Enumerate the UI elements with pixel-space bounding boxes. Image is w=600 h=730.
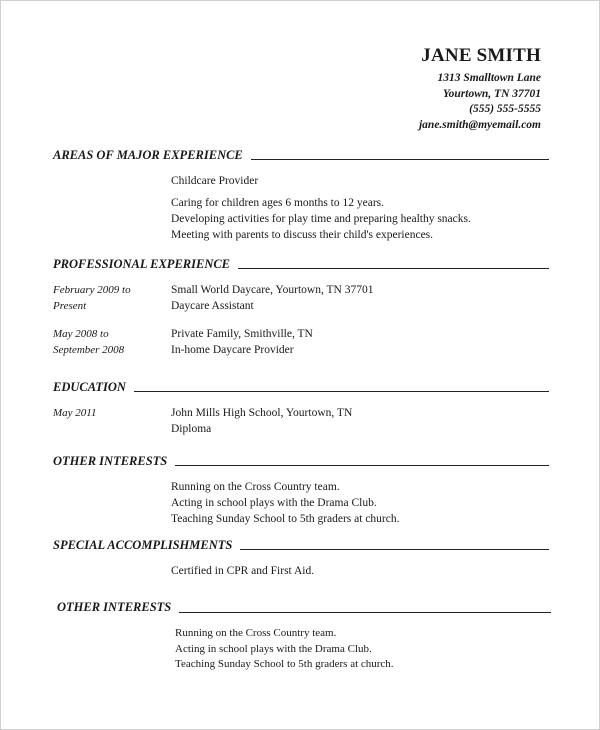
- accomplishments-content: [53, 563, 549, 579]
- education-date: May 2011: [53, 407, 97, 419]
- list-item: Teaching Sunday School to 5th graders at church.: [171, 513, 400, 525]
- address-line-1: 1313 Smalltown Lane: [437, 72, 541, 84]
- job-date-end: September 2008: [53, 344, 125, 356]
- list-item: Running on the Cross Country team.: [171, 481, 340, 493]
- job-date-start: May 2008 to: [53, 328, 109, 340]
- list-item: Acting in school plays with the Drama Club.: [175, 642, 372, 655]
- job-date-start: February 2009 to: [53, 284, 131, 296]
- phone-number: (555) 555-5555: [469, 103, 541, 115]
- list-item: Running on the Cross Country team.: [175, 627, 337, 639]
- section-title: OTHER INTERESTS: [57, 600, 179, 615]
- list-item: Certified in CPR and First Aid.: [171, 565, 315, 577]
- section-title: SPECIAL ACCOMPLISHMENTS: [53, 538, 240, 553]
- section-heading: [53, 257, 549, 273]
- interests-content: [53, 479, 549, 527]
- section-professional-experience: [53, 257, 549, 358]
- areas-content: [53, 173, 549, 243]
- school-name: John Mills High School, Yourtown, TN: [171, 407, 353, 419]
- section-heading: [53, 380, 549, 396]
- email-address: jane.smith@myemail.com: [418, 118, 541, 131]
- degree: Diploma: [171, 423, 212, 435]
- role-title: Childcare Provider: [171, 175, 259, 187]
- applicant-name: JANE SMITH: [421, 45, 541, 66]
- resume-header: [419, 45, 541, 133]
- section-title: PROFESSIONAL EXPERIENCE: [53, 257, 238, 272]
- list-item: Acting in school plays with the Drama Club.: [171, 497, 377, 509]
- job-position: In-home Daycare Provider: [171, 344, 294, 356]
- section-title: OTHER INTERESTS: [53, 454, 175, 469]
- job-employer: Small World Daycare, Yourtown, TN 37701: [171, 284, 374, 296]
- section-education: [53, 380, 549, 437]
- section-areas-of-experience: [53, 148, 549, 243]
- job-employer: Private Family, Smithville, TN: [171, 328, 313, 340]
- section-special-accomplishments: [53, 538, 549, 579]
- list-item: Meeting with parents to discuss their child's experiences.: [171, 229, 434, 241]
- section-other-interests-2: [57, 600, 551, 673]
- job-entry: [53, 282, 549, 320]
- list-item: Caring for children ages 6 months to 12 years.: [171, 197, 385, 209]
- section-heading: [53, 538, 549, 554]
- interests-content: [57, 626, 551, 673]
- address-line-2: Yourtown, TN 37701: [442, 87, 541, 100]
- list-item: Developing activities for play time and preparing healthy snacks.: [171, 213, 471, 225]
- section-other-interests: [53, 454, 549, 527]
- education-entry: [53, 405, 549, 437]
- section-heading: [57, 600, 551, 616]
- section-title: EDUCATION: [53, 380, 134, 395]
- job-entry: [53, 326, 549, 358]
- section-heading: [53, 148, 549, 164]
- list-item: Teaching Sunday School to 5th graders at church.: [175, 658, 394, 670]
- section-heading: [53, 454, 549, 470]
- section-title: AREAS OF MAJOR EXPERIENCE: [53, 148, 251, 163]
- job-date-end: Present: [53, 300, 87, 312]
- job-position: Daycare Assistant: [171, 300, 254, 312]
